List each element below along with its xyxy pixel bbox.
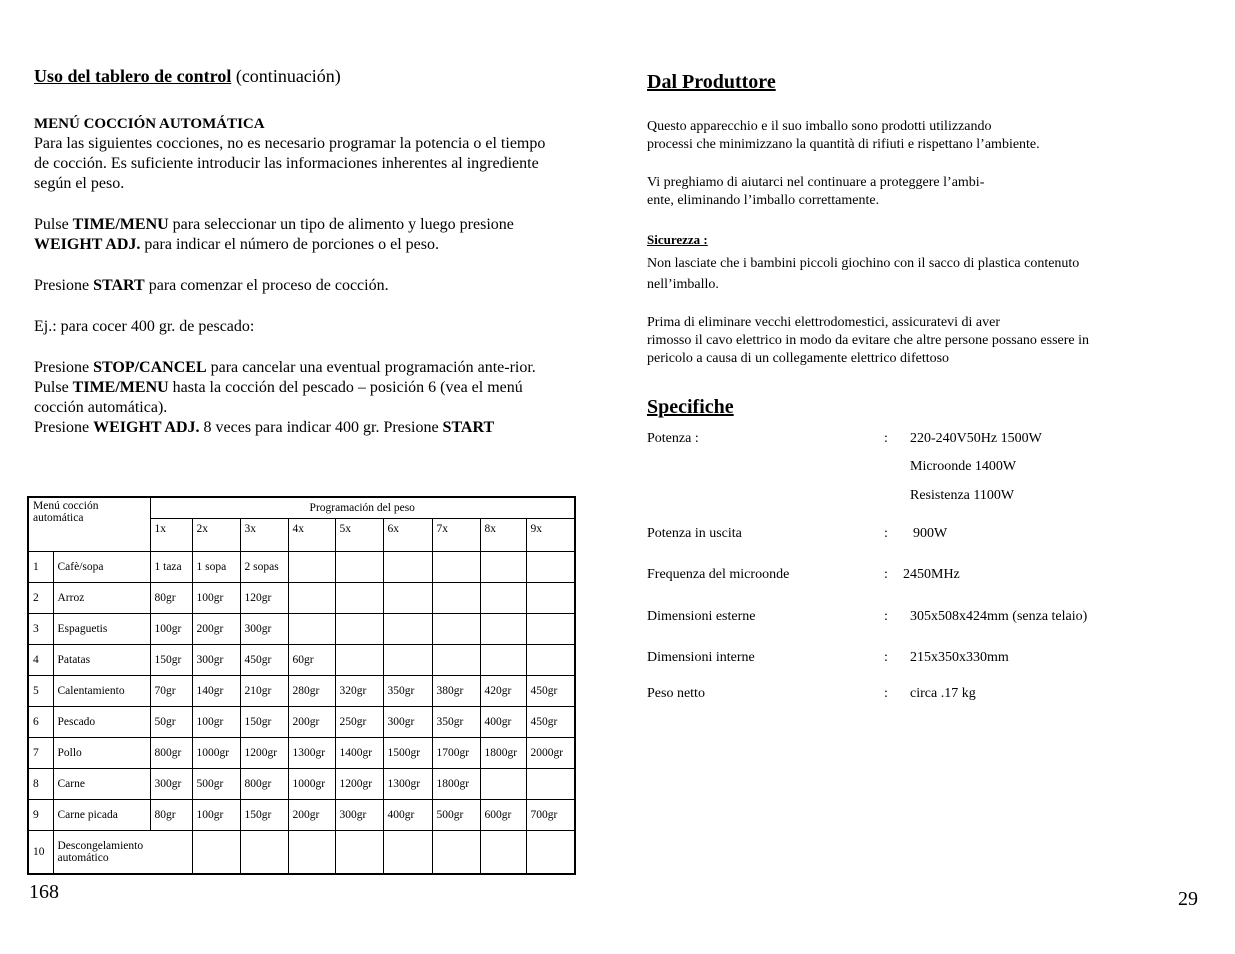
spec-colon: :	[884, 686, 888, 701]
table-row	[28, 800, 575, 831]
row-number: 9	[28, 800, 53, 831]
text-line: nell’imballo.	[647, 277, 719, 292]
example-step-3	[34, 418, 564, 438]
weight-cell	[288, 583, 335, 614]
row-food-name: Cafè/sopa	[53, 552, 150, 583]
weight-cell: 1000gr	[192, 738, 240, 769]
weight-cell: 200gr	[288, 707, 335, 738]
spec-colon: :	[884, 567, 888, 582]
text-line: Prima di eliminare vecchi elettrodomestici, assicuratevi di aver	[647, 315, 1000, 330]
weight-cell: 70gr	[150, 676, 192, 707]
column-header: 6x	[383, 519, 432, 552]
right-page-title: Dal Produttore	[647, 71, 776, 93]
row-number: 2	[28, 583, 53, 614]
intro-paragraph: Para las siguientes cocciones, no es necesario programar la potencia o el tiempo de cocción. Es suficiente introducir las informaciones inherentes al ingrediente según el peso.	[34, 135, 546, 192]
weight-cell: 500gr	[432, 800, 480, 831]
bold-text: WEIGHT ADJ.	[34, 236, 141, 253]
weight-cell: 400gr	[383, 800, 432, 831]
table-row	[28, 645, 575, 676]
weight-cell: 300gr	[150, 769, 192, 800]
table-row	[28, 738, 575, 769]
column-header: 5x	[335, 519, 383, 552]
weight-cell	[480, 552, 526, 583]
spec-output-value: 900W	[913, 526, 948, 541]
weight-cell	[432, 614, 480, 645]
text: Pulse	[34, 379, 73, 396]
left-body	[34, 114, 564, 438]
example-step-2	[34, 378, 564, 418]
weight-cell: 300gr	[192, 645, 240, 676]
weight-cell: 100gr	[192, 800, 240, 831]
weight-cell: 210gr	[240, 676, 288, 707]
row-food-name: Pollo	[53, 738, 150, 769]
weight-cell	[480, 769, 526, 800]
producer-paragraph-2	[647, 174, 984, 210]
text-line: Non lasciate che i bambini piccoli giochino con il sacco di plastica contenuto	[647, 256, 1080, 271]
spec-internal-dims-label: Dimensioni interne	[647, 650, 755, 665]
weight-cell: 450gr	[240, 645, 288, 676]
weight-cell: 100gr	[192, 707, 240, 738]
weight-cell	[335, 583, 383, 614]
column-header: 4x	[288, 519, 335, 552]
instruction-paragraph-1	[34, 215, 564, 255]
weight-cell: 1500gr	[383, 738, 432, 769]
spec-frequency-value: 2450MHz	[903, 567, 960, 582]
table-row	[28, 769, 575, 800]
weight-cell	[335, 614, 383, 645]
text-line: Vi preghiamo di aiutarci nel continuare a proteggere l’ambi-	[647, 175, 985, 190]
weight-cell: 1800gr	[432, 769, 480, 800]
group-header: Programación del peso	[150, 497, 575, 519]
table-row	[28, 583, 575, 614]
text: hasta la cocción del pescado – posición 6 (vea el menú cocción automática).	[34, 379, 523, 416]
weight-cell: 1400gr	[335, 738, 383, 769]
weight-cell	[383, 552, 432, 583]
row-number: 6	[28, 707, 53, 738]
weight-cell: 450gr	[526, 707, 575, 738]
weight-cell: 1000gr	[288, 769, 335, 800]
example-line: Ej.: para cocer 400 gr. de pescado:	[34, 318, 255, 335]
row-number: 3	[28, 614, 53, 645]
weight-cell: 500gr	[192, 769, 240, 800]
row-number: 10	[28, 831, 53, 875]
row-number: 7	[28, 738, 53, 769]
weight-cell: 380gr	[432, 676, 480, 707]
spec-colon: :	[884, 650, 888, 665]
auto-cook-table	[27, 496, 576, 875]
weight-cell: 2 sopas	[240, 552, 288, 583]
row-food-name: Calentamiento	[53, 676, 150, 707]
weight-cell: 300gr	[383, 707, 432, 738]
weight-cell: 320gr	[335, 676, 383, 707]
text: para comenzar el proceso de cocción.	[144, 277, 389, 294]
weight-cell: 450gr	[526, 676, 575, 707]
weight-cell: 200gr	[192, 614, 240, 645]
weight-cell	[288, 614, 335, 645]
text-line: rimosso il cavo elettrico in modo da evitare che altre persone possano essere in	[647, 333, 1090, 348]
weight-cell: 1200gr	[240, 738, 288, 769]
bold-text: TIME/MENU	[72, 216, 169, 233]
weight-cell	[192, 831, 240, 875]
weight-cell: 80gr	[150, 800, 192, 831]
weight-cell	[526, 614, 575, 645]
weight-cell: 800gr	[240, 769, 288, 800]
weight-cell: 150gr	[150, 645, 192, 676]
weight-cell: 1700gr	[432, 738, 480, 769]
weight-cell	[383, 831, 432, 875]
row-food-name: Espaguetis	[53, 614, 150, 645]
spec-colon: :	[884, 609, 888, 624]
table-row	[28, 552, 575, 583]
weight-cell	[432, 645, 480, 676]
row-food-name: Patatas	[53, 645, 150, 676]
weight-cell	[480, 583, 526, 614]
column-header: 9x	[526, 519, 575, 552]
weight-cell: 1200gr	[335, 769, 383, 800]
text: para indicar el número de porciones o el peso.	[140, 236, 439, 253]
table-row	[28, 614, 575, 645]
weight-cell: 100gr	[150, 614, 192, 645]
text: Pulse	[34, 216, 73, 233]
text-line: processi che minimizzano la quantità di rifiuti e rispettano l’ambiente.	[647, 137, 1040, 152]
row-number: 8	[28, 769, 53, 800]
weight-cell	[526, 552, 575, 583]
weight-cell	[480, 645, 526, 676]
text: Presione	[34, 277, 94, 294]
weight-cell: 200gr	[288, 800, 335, 831]
weight-cell	[526, 831, 575, 875]
weight-cell	[432, 583, 480, 614]
text: Presione	[34, 419, 94, 436]
weight-cell: 280gr	[288, 676, 335, 707]
weight-cell	[288, 552, 335, 583]
instruction-paragraph-2	[34, 276, 564, 296]
page-number-right: 29	[1178, 888, 1198, 910]
spec-power-value-3: Resistenza 1100W	[910, 488, 1015, 503]
spec-internal-dims-value: 215x350x330mm	[910, 650, 1009, 665]
weight-cell: 140gr	[192, 676, 240, 707]
bold-text: WEIGHT ADJ.	[93, 419, 200, 436]
weight-cell: 2000gr	[526, 738, 575, 769]
column-header: 8x	[480, 519, 526, 552]
producer-paragraph-1	[647, 118, 1040, 154]
weight-cell: 250gr	[335, 707, 383, 738]
weight-cell	[335, 552, 383, 583]
weight-cell: 300gr	[240, 614, 288, 645]
weight-cell: 100gr	[192, 583, 240, 614]
weight-cell: 420gr	[480, 676, 526, 707]
spec-colon: :	[884, 526, 888, 541]
weight-cell: 700gr	[526, 800, 575, 831]
bold-text: STOP/CANCEL	[93, 359, 207, 376]
weight-cell	[288, 831, 335, 875]
page-number-left: 168	[29, 881, 59, 903]
spec-output-label: Potenza in uscita	[647, 526, 742, 541]
weight-cell: 60gr	[288, 645, 335, 676]
weight-cell	[526, 769, 575, 800]
section-title: MENÚ COCCIÓN AUTOMÁTICA	[34, 116, 265, 132]
spec-weight-value: circa .17 kg	[910, 686, 976, 701]
row-food-name: Carne picada	[53, 800, 150, 831]
bold-text: TIME/MENU	[72, 379, 169, 396]
column-header: 1x	[150, 519, 192, 552]
weight-cell: 150gr	[240, 707, 288, 738]
spec-weight-label: Peso netto	[647, 686, 705, 701]
table-row	[28, 676, 575, 707]
weight-cell: 50gr	[150, 707, 192, 738]
column-header: 3x	[240, 519, 288, 552]
spec-power-label: Potenza :	[647, 431, 699, 446]
bold-text: START	[93, 277, 145, 294]
weight-cell: 120gr	[240, 583, 288, 614]
row-food-name: Pescado	[53, 707, 150, 738]
weight-cell	[335, 831, 383, 875]
bold-text: START	[442, 419, 495, 436]
weight-cell	[526, 583, 575, 614]
row-number: 1	[28, 552, 53, 583]
weight-cell: 1800gr	[480, 738, 526, 769]
column-header: 7x	[432, 519, 480, 552]
weight-cell	[480, 614, 526, 645]
weight-cell	[432, 831, 480, 875]
row-number: 5	[28, 676, 53, 707]
text: 8 veces para indicar 400 gr. Presione	[199, 419, 443, 436]
row-food-name: Descongelamiento automático	[53, 831, 192, 875]
weight-cell: 800gr	[150, 738, 192, 769]
text-line: pericolo a causa di un collegamente elettrico difettoso	[647, 351, 950, 366]
spec-external-dims-label: Dimensioni esterne	[647, 609, 756, 624]
title-main: Uso del tablero de control	[34, 66, 232, 86]
text: para seleccionar un tipo de alimento y luego presione	[168, 216, 514, 233]
text: Presione	[34, 359, 94, 376]
weight-cell	[335, 645, 383, 676]
weight-cell: 1 taza	[150, 552, 192, 583]
corner-label: Menú cocción automática	[28, 497, 150, 552]
weight-cell: 1300gr	[383, 769, 432, 800]
weight-cell	[432, 552, 480, 583]
weight-cell: 350gr	[383, 676, 432, 707]
table-row	[28, 831, 575, 875]
spec-frequency-label: Frequenza del microonde	[647, 567, 790, 582]
title-suffix: (continuación)	[235, 66, 341, 86]
spec-title: Specifiche	[647, 396, 734, 418]
column-header: 2x	[192, 519, 240, 552]
spec-power-value-2: Microonde 1400W	[910, 459, 1017, 474]
weight-cell: 600gr	[480, 800, 526, 831]
weight-cell: 80gr	[150, 583, 192, 614]
weight-cell: 1300gr	[288, 738, 335, 769]
weight-cell: 1 sopa	[192, 552, 240, 583]
weight-cell	[383, 614, 432, 645]
example-step-1	[34, 358, 564, 378]
spec-colon: :	[884, 431, 888, 446]
weight-cell: 300gr	[335, 800, 383, 831]
text-line: Questo apparecchio e il suo imballo sono prodotti utilizzando	[647, 119, 992, 134]
weight-cell	[480, 831, 526, 875]
weight-cell	[383, 583, 432, 614]
spec-power-value-1: 220-240V50Hz 1500W	[910, 431, 1042, 446]
safety-paragraph	[647, 253, 1079, 295]
table-row	[28, 707, 575, 738]
weight-cell: 350gr	[432, 707, 480, 738]
weight-cell	[526, 645, 575, 676]
row-food-name: Arroz	[53, 583, 150, 614]
weight-cell: 150gr	[240, 800, 288, 831]
weight-cell	[383, 645, 432, 676]
left-page-title	[34, 66, 341, 87]
text: para cancelar una eventual programación ante-rior.	[206, 359, 536, 376]
safety-label: Sicurezza :	[647, 232, 708, 247]
weight-cell: 400gr	[480, 707, 526, 738]
row-food-name: Carne	[53, 769, 150, 800]
weight-cell	[240, 831, 288, 875]
disposal-paragraph	[647, 314, 1089, 368]
spec-external-dims-value: 305x508x424mm (senza telaio)	[910, 609, 1088, 624]
row-number: 4	[28, 645, 53, 676]
text-line: ente, eliminando l’imballo correttamente.	[647, 193, 880, 208]
